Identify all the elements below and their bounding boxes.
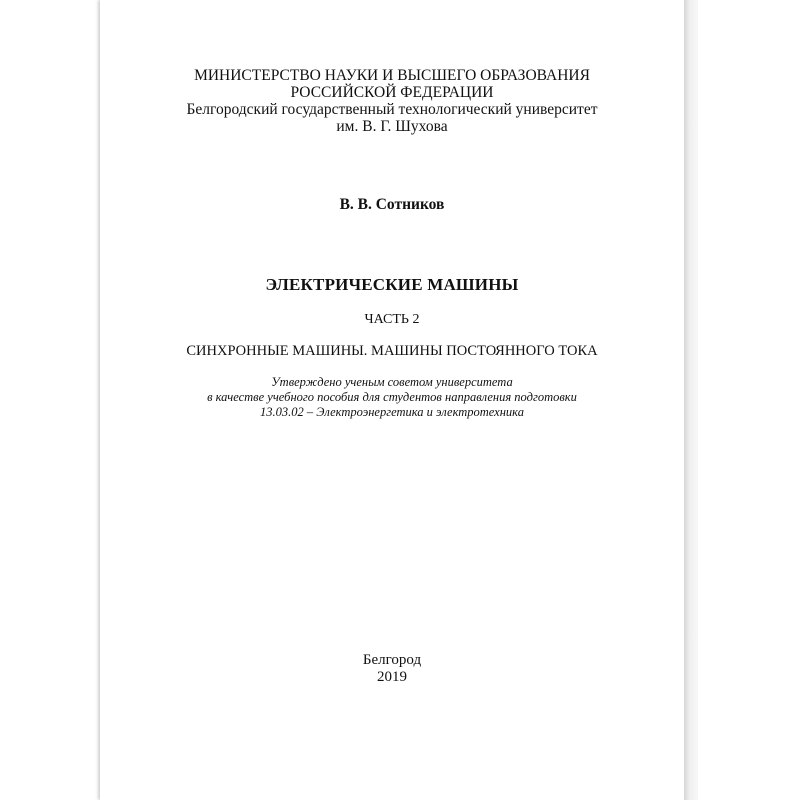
title-page xyxy=(100,0,684,800)
approval-line-2: в качестве учебного пособия для студентов направления подготовки xyxy=(207,390,577,404)
author-name: В. В. Сотников xyxy=(339,196,445,213)
approval-line-1: Утверждено ученым советом университета xyxy=(271,375,513,389)
publication-city: Белгород xyxy=(362,652,422,668)
publication-year: 2019 xyxy=(377,669,407,685)
ministry-line-1: МИНИСТЕРСТВО НАУКИ И ВЫСШЕГО ОБРАЗОВАНИЯ xyxy=(194,67,590,84)
book-subtitle: СИНХРОННЫЕ МАШИНЫ. МАШИНЫ ПОСТОЯННОГО ТОКА xyxy=(186,343,598,359)
page-edge-shadow xyxy=(684,0,698,800)
university-name: Белгородский государственный технологический университет xyxy=(186,101,598,118)
book-title: ЭЛЕКТРИЧЕСКИЕ МАШИНЫ xyxy=(265,275,519,294)
ministry-line-2: РОССИЙСКОЙ ФЕДЕРАЦИИ xyxy=(290,84,494,101)
part-number: ЧАСТЬ 2 xyxy=(364,312,420,327)
approval-line-3: 13.03.02 – Электроэнергетика и электротехника xyxy=(260,405,524,419)
university-namesake: им. В. Г. Шухова xyxy=(336,118,448,135)
